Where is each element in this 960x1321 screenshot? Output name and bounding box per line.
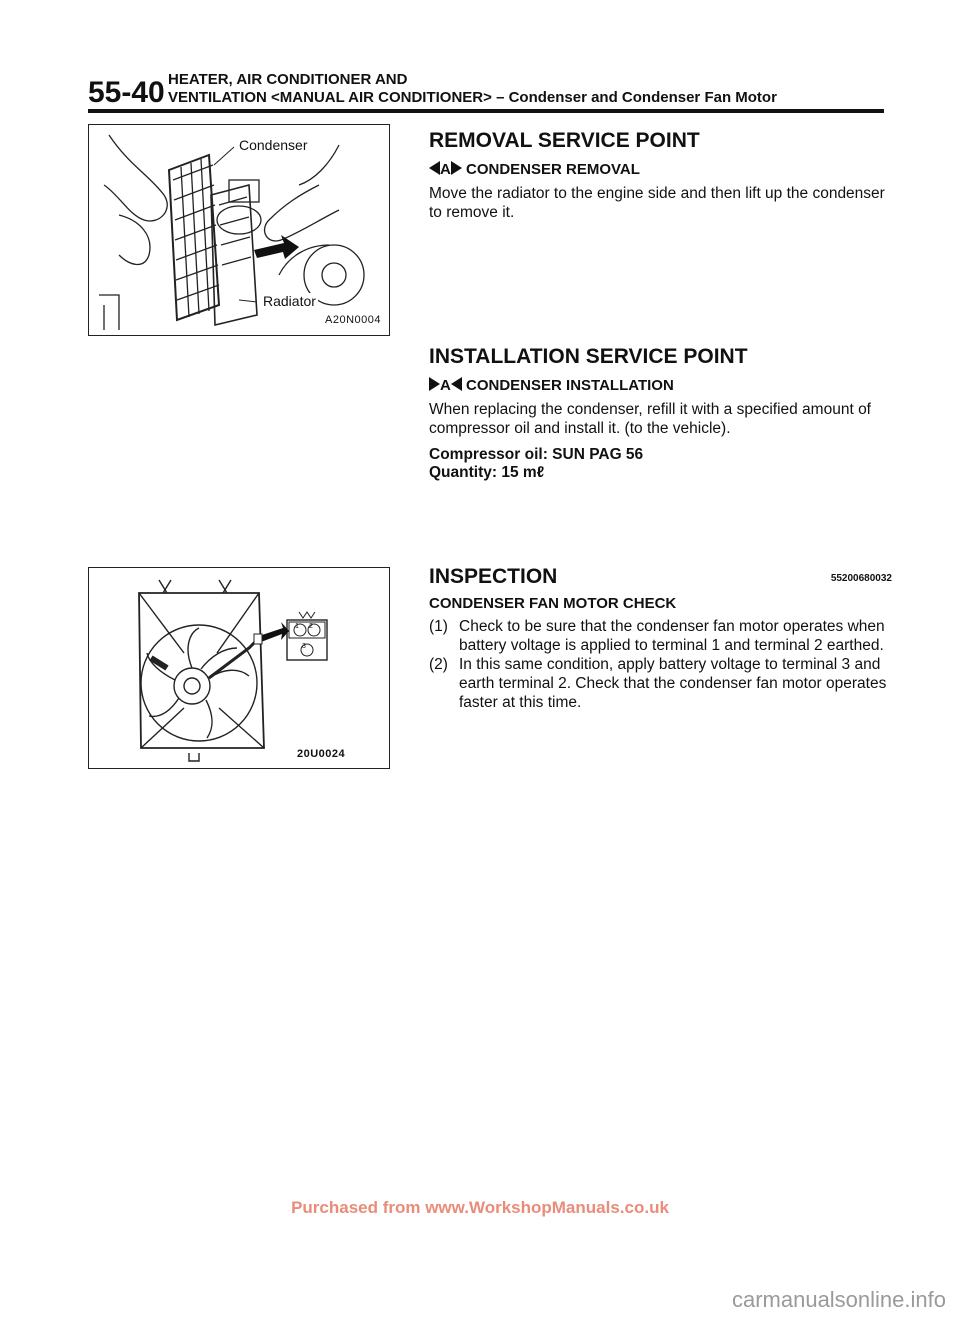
- list-item: [429, 617, 889, 655]
- item-text: Check to be sure that the condenser fan motor operates when battery voltage is applied to terminal 1 and terminal 2 earthed.: [459, 618, 885, 654]
- arrow-right-icon: [451, 161, 462, 175]
- arrow-left-icon: [451, 377, 462, 391]
- item-number: (1): [429, 618, 448, 635]
- section-title-line1: HEATER, AIR CONDITIONER AND: [168, 71, 408, 88]
- removal-body: Move the radiator to the engine side and then lift up the condenser to remove it.: [429, 185, 885, 221]
- terminal-1: 1: [295, 623, 299, 630]
- terminal-3: 3: [302, 643, 306, 650]
- condenser-label: Condenser: [239, 137, 308, 153]
- removal-title: REMOVAL SERVICE POINT: [429, 129, 700, 152]
- figure-code: 20U0024: [297, 748, 346, 760]
- terminal-2: 2: [309, 623, 313, 630]
- header-rule: [88, 109, 884, 113]
- installation-title: INSTALLATION SERVICE POINT: [429, 345, 748, 368]
- inspection-list: [429, 617, 889, 712]
- inspection-code: 55200680032: [830, 573, 892, 584]
- inspection-title: INSPECTION: [429, 565, 558, 588]
- fan-motor-illustration: [89, 568, 389, 768]
- watermark: carmanualsonline.info: [731, 1287, 946, 1312]
- installation-body: When replacing the condenser, refill it with a specified amount of compressor oil and install it. (to the vehicle).: [429, 401, 871, 437]
- item-number: (2): [429, 656, 448, 673]
- section-title-line2: VENTILATION <MANUAL AIR CONDITIONER> – Condenser and Condenser Fan Motor: [168, 89, 777, 106]
- installation-subheading: A CONDENSER INSTALLATION: [429, 377, 889, 394]
- arrow-left-icon: [429, 161, 440, 175]
- installation-section: [429, 345, 889, 482]
- connector-arrow-icon: [259, 622, 289, 642]
- inspection-section: [429, 565, 892, 712]
- radiator-label: Radiator: [263, 293, 316, 309]
- fan-motor-figure: [88, 567, 390, 769]
- figure-code: A20N0004: [325, 314, 381, 326]
- quantity-spec: Quantity: 15 mℓ: [429, 464, 545, 481]
- list-item: [429, 655, 889, 712]
- removal-section: [429, 129, 889, 222]
- direction-arrow-icon: [254, 235, 299, 259]
- compressor-oil-spec: Compressor oil: SUN PAG 56: [429, 446, 644, 463]
- item-text: In this same condition, apply battery voltage to terminal 3 and earth terminal 2. Check that the condenser fan motor operates faster at this time.: [459, 656, 887, 711]
- arrow-right-icon: [429, 377, 440, 391]
- page-number: 55-40: [88, 76, 165, 109]
- removal-subheading: A CONDENSER REMOVAL: [429, 161, 889, 178]
- purchase-notice: Purchased from www.WorkshopManuals.co.uk: [291, 1198, 669, 1217]
- inspection-subheading: CONDENSER FAN MOTOR CHECK: [429, 595, 677, 612]
- condenser-illustration: [89, 125, 389, 335]
- condenser-removal-figure: [88, 124, 390, 336]
